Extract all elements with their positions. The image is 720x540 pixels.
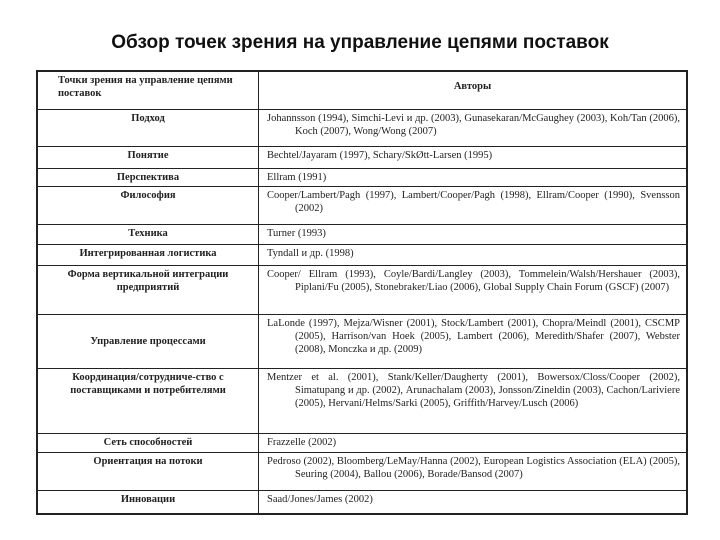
row-view: Управление процессами: [37, 314, 259, 368]
row-authors: Saad/Jones/James (2002): [259, 490, 688, 514]
header-views: Точки зрения на управление цепями поставок: [37, 71, 259, 109]
row-view: Форма вертикальной интеграции предприятий: [37, 265, 259, 314]
row-authors: Johannsson (1994), Simchi-Levi и др. (2003), Gunasekaran/McGaughey (2003), Koh/Tan (2006), Koch (2007), Wong/Wong (2007): [259, 109, 688, 146]
table-row: [37, 490, 687, 514]
row-authors: LaLonde (1997), Mejza/Wisner (2001), Stock/Lambert (2001), Chopra/Meindl (2001), CSCMP (2005), Harrison/van Hoek (2005), Lambert (2006), Meredith/Shafer (2007), Webster (2008), Monczka и др. (2009): [259, 314, 688, 368]
row-authors: Bechtel/Jayaram (1997), Schary/SkØtt-Larsen (1995): [259, 146, 688, 168]
row-authors: Frazzelle (2002): [259, 433, 688, 452]
row-view: Интегрированная логистика: [37, 244, 259, 265]
row-view: Координация/сотрудниче-ство с поставщиками и потребителями: [37, 368, 259, 433]
row-authors: Ellram (1991): [259, 168, 688, 186]
row-view: Ориентация на потоки: [37, 452, 259, 490]
table-row: [37, 186, 687, 224]
supply-chain-views-table: [36, 70, 688, 515]
row-view: Перспектива: [37, 168, 259, 186]
table-header-row: [37, 71, 687, 109]
row-authors: Mentzer et al. (2001), Stank/Keller/Daugherty (2001), Bowersox/Closs/Cooper (2002), Simatupang и др. (2002), Arunachalam (2003), Jonsson/Zineldin (2003), Cachon/Lariviere (2005), Hervani/Helms/Sarki (2005), Griffith/Harvey/Lusch (2006): [259, 368, 688, 433]
header-authors: Авторы: [259, 71, 688, 109]
row-authors: Turner (1993): [259, 224, 688, 244]
table-row: [37, 452, 687, 490]
table-row: [37, 109, 687, 146]
table-row: [37, 168, 687, 186]
row-view: Техника: [37, 224, 259, 244]
row-view: Философия: [37, 186, 259, 224]
row-authors: Cooper/ Ellram (1993), Coyle/Bardi/Langley (2003), Tommelein/Walsh/Hershauer (2003), Piplani/Fu (2005), Stonebraker/Liao (2006), Global Supply Chain Forum (GSCF) (2007): [259, 265, 688, 314]
row-authors: Tyndall и др. (1998): [259, 244, 688, 265]
table-row: [37, 314, 687, 368]
row-view: Подход: [37, 109, 259, 146]
row-view: Инновации: [37, 490, 259, 514]
table-row: [37, 433, 687, 452]
row-view: Сеть способностей: [37, 433, 259, 452]
table-row: [37, 368, 687, 433]
table-row: [37, 265, 687, 314]
row-authors: Pedroso (2002), Bloomberg/LeMay/Hanna (2002), European Logistics Association (ELA) (2005), Seuring (2004), Ballou (2006), Borade/Bansod (2007): [259, 452, 688, 490]
table-row: [37, 146, 687, 168]
row-authors: Cooper/Lambert/Pagh (1997), Lambert/Cooper/Pagh (1998), Ellram/Cooper (1990), Svensson (2002): [259, 186, 688, 224]
table-row: [37, 224, 687, 244]
page-title: Обзор точек зрения на управление цепями поставок: [111, 32, 609, 53]
row-view: Понятие: [37, 146, 259, 168]
table-row: [37, 244, 687, 265]
